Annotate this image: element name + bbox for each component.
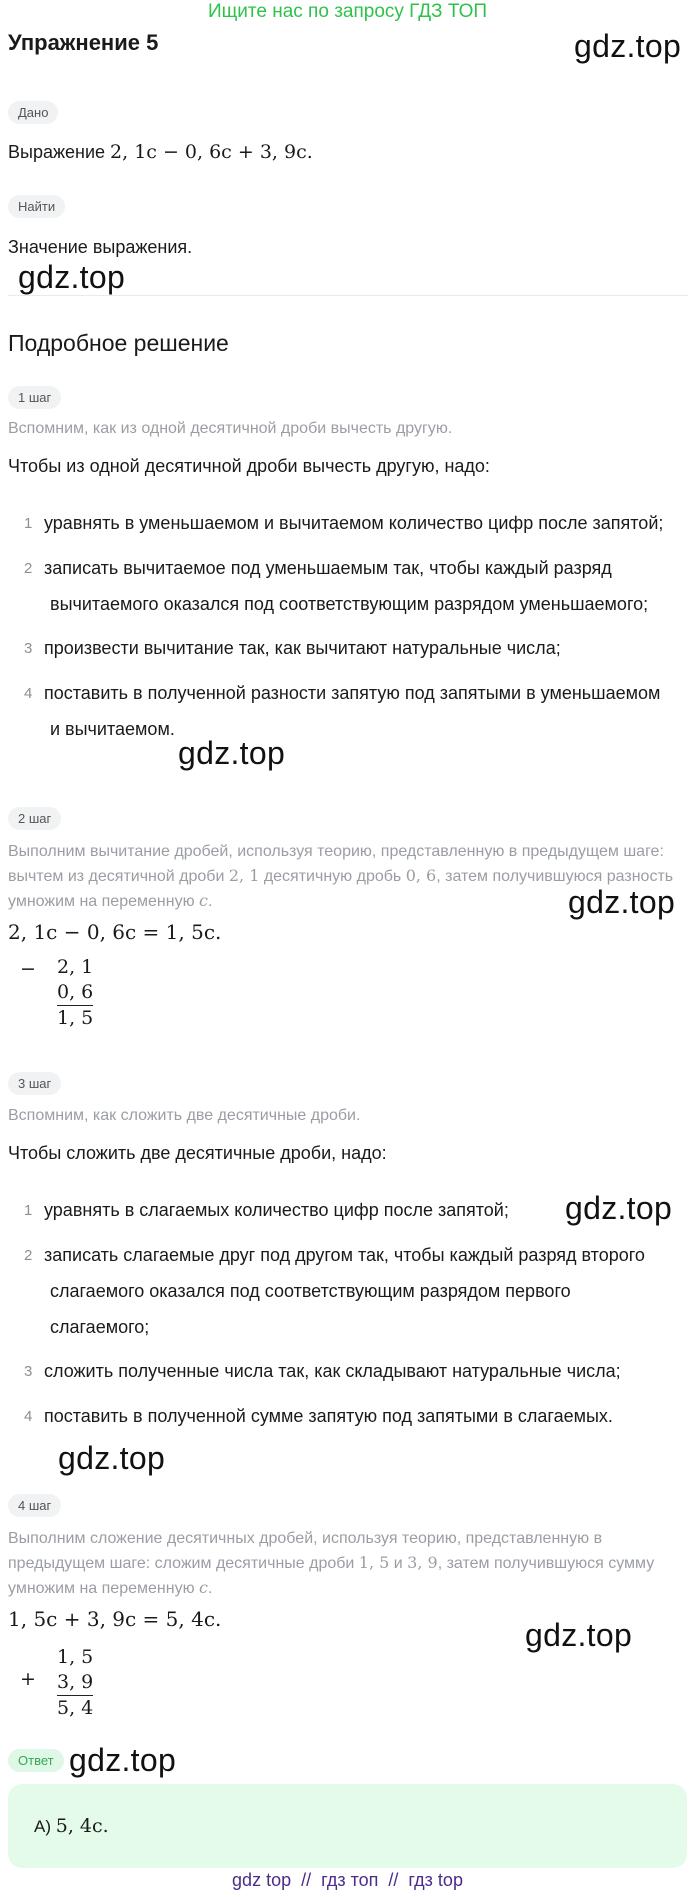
step3-item-text-cont: слагаемого оказался под соответствующим разрядом первого xyxy=(50,1281,571,1301)
step2-hint-line: вычтем из десятичной дроби 2, 1 десятичную дробь 0, 6, затем получившуюся разность xyxy=(8,866,674,885)
step3-badge: 3 шаг xyxy=(8,1072,61,1095)
step1-intro: Чтобы из одной десятичной дроби вычесть другую, надо: xyxy=(8,456,490,476)
step4-addend-a: 1, 5 xyxy=(57,1646,94,1668)
step3-item-text: поставить в полученной сумме запятую под запятыми в слагаемых. xyxy=(44,1406,613,1426)
answer-value: 5, 4c. xyxy=(55,1815,109,1837)
step3-item-num: 3 xyxy=(24,1363,33,1380)
find-text: Значение выражения. xyxy=(8,237,193,257)
answer-prefix: А) xyxy=(34,1817,56,1836)
step2-column xyxy=(57,955,93,1031)
watermark: gdz.top xyxy=(574,28,682,64)
step4-hint xyxy=(8,1527,693,1601)
step1-item-text: произвести вычитание так, как вычитают натуральные числа; xyxy=(44,638,561,658)
watermark: gdz.top xyxy=(18,259,126,295)
step2-hint-line: умножим на переменную c. xyxy=(8,891,213,910)
given-text xyxy=(8,141,313,163)
given-badge: Дано xyxy=(8,101,58,124)
step1-item-num: 2 xyxy=(24,560,33,577)
divider xyxy=(8,295,688,296)
step1-item-num: 3 xyxy=(24,640,33,657)
step1-item-text: поставить в полученной разности запятую под запятыми в уменьшаемом xyxy=(44,683,661,703)
search-banner: Ищите нас по запросу ГДЗ ТОП xyxy=(207,1,488,22)
step3-item-text: записать слагаемые друг под другом так, чтобы каждый разряд второго xyxy=(44,1245,645,1265)
step3-hint: Вспомним, как сложить две десятичные дроби. xyxy=(8,1107,361,1124)
step3-item-text: сложить полученные числа так, как складывают натуральные числа; xyxy=(44,1361,621,1381)
step4-operator: + xyxy=(20,1668,36,1690)
step4-addend-b: 3, 9 xyxy=(57,1671,94,1693)
step2-hint-line: Выполним вычитание дробей, используя теорию, представленную в предыдущем шаге: xyxy=(8,843,664,860)
step1-item-text: записать вычитаемое под уменьшаемым так, чтобы каждый разряд xyxy=(44,558,612,578)
step2-equation: 2, 1c − 0, 6c = 1, 5c. xyxy=(8,920,222,944)
watermark: gdz.top xyxy=(178,735,286,771)
watermark: gdz.top xyxy=(58,1440,166,1476)
step1-item-num: 1 xyxy=(24,515,33,532)
find-badge: Найти xyxy=(8,195,65,218)
step1-item-num: 4 xyxy=(24,685,33,702)
step1-item-text: уравнять в уменьшаемом и вычитаемом количество цифр после запятой; xyxy=(44,513,664,533)
answer-box xyxy=(8,1784,687,1868)
step4-result: 5, 4 xyxy=(57,1697,94,1719)
step1-item-text-cont: и вычитаемом. xyxy=(50,719,175,739)
step2-badge: 2 шаг xyxy=(8,807,61,830)
step1-item-text-cont: вычитаемого оказался под соответствующим разрядом уменьшаемого; xyxy=(50,594,649,614)
step4-equation: 1, 5c + 3, 9c = 5, 4c. xyxy=(8,1607,222,1631)
footer-links[interactable]: gdz top // гдз топ // гдз top xyxy=(232,1870,463,1890)
answer-text xyxy=(34,1815,109,1837)
step3-intro: Чтобы сложить две десятичные дроби, надо: xyxy=(8,1143,387,1163)
step3-item-num: 1 xyxy=(24,1202,33,1219)
step4-hint-line: умножим на переменную c. xyxy=(8,1578,213,1597)
step1-hint: Вспомним, как из одной десятичной дроби вычесть другую. xyxy=(8,420,453,437)
given-expression: 2, 1c − 0, 6c + 3, 9c. xyxy=(110,141,313,163)
answer-badge: Ответ xyxy=(8,1749,64,1772)
step4-badge: 4 шаг xyxy=(8,1494,61,1517)
step2-operator: − xyxy=(20,958,36,980)
watermark: gdz.top xyxy=(525,1617,633,1653)
step4-column xyxy=(57,1645,93,1721)
step4-hint-line: Выполним сложение десятичных дробей, используя теорию, представленную в xyxy=(8,1530,603,1547)
given-prefix: Выражение xyxy=(8,142,111,162)
step3-item-text: уравнять в слагаемых количество цифр после запятой; xyxy=(44,1200,509,1220)
watermark: gdz.top xyxy=(568,884,676,920)
step4-hint-line: предыдущем шаге: сложим десятичные дроби 1, 5 и 3, 9, затем получившуюся сумму xyxy=(8,1553,655,1572)
step2-result: 1, 5 xyxy=(57,1007,94,1029)
watermark: gdz.top xyxy=(69,1742,177,1778)
step3-item-num: 4 xyxy=(24,1408,33,1425)
page-title: Упражнение 5 xyxy=(8,30,159,55)
step1-badge: 1 шаг xyxy=(8,386,61,409)
step2-subtrahend: 0, 6 xyxy=(57,981,94,1003)
step3-item-num: 2 xyxy=(24,1247,33,1264)
step3-item-text-cont: слагаемого; xyxy=(50,1317,150,1337)
step2-minuend: 2, 1 xyxy=(57,956,94,978)
solution-title: Подробное решение xyxy=(8,330,229,356)
watermark: gdz.top xyxy=(565,1190,673,1226)
